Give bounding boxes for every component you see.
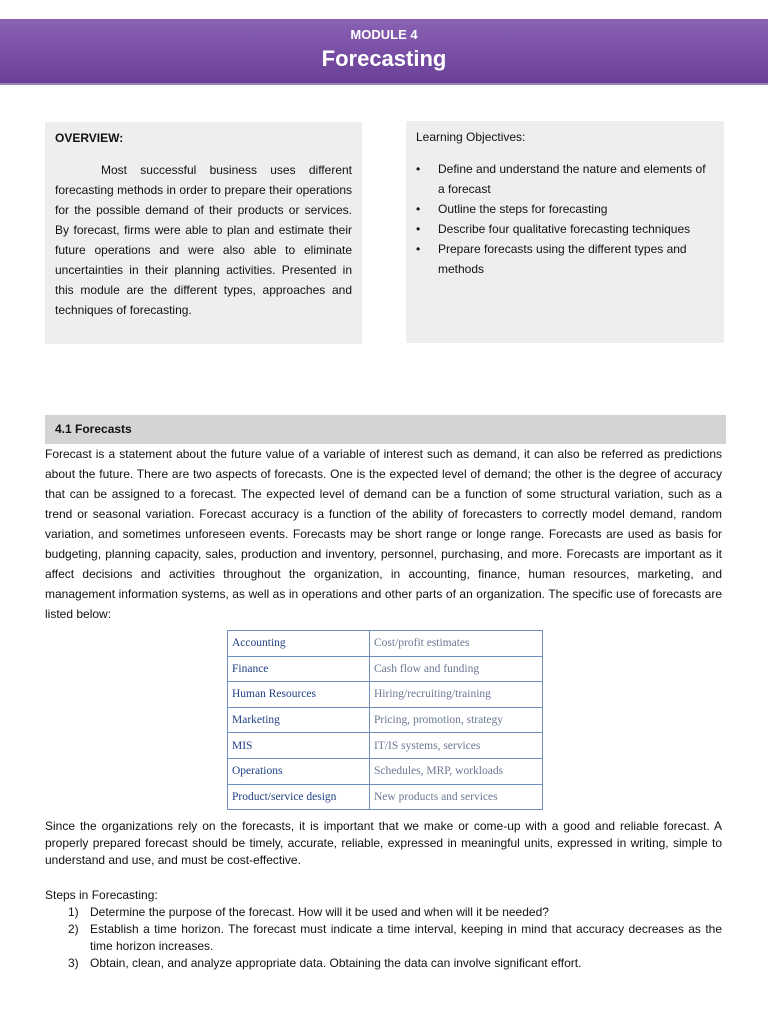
table-cell-area: Marketing	[228, 707, 370, 733]
steps-list	[45, 904, 722, 972]
step-number: 3)	[68, 956, 79, 970]
table-cell-area: MIS	[228, 733, 370, 759]
table-cell-area: Operations	[228, 758, 370, 784]
forecasts-paragraph: Forecast is a statement about the future value of a variable of interest such as demand, it can also be referred as predictions about the future. There are two aspects of forecasts. One is the expected level of demand; the other is the degree of accuracy that can be assigned to a forecast. The expected level of demand can be a function of some structural variation, such as a trend or seasonal variation. Forecast accuracy is a function of the ability of forecasters to correctly model demand, random variation, and sometimes unforeseen events. Forecasts may be short range or longe range. Forecasts are used as basis for budgeting, planning capacity, sales, production and inventory, personnel, purchasing, and more. Forecasts are important as it affect decisions and activities throughout the organization, in accounting, finance, human resources, marketing, and management information systems, as well as in operations and other parts of an organization. The specific use of forecasts are listed below:	[45, 447, 722, 621]
table-cell-use: IT/IS systems, services	[370, 733, 543, 759]
table-cell-area: Accounting	[228, 631, 370, 657]
table-row	[228, 758, 543, 784]
table-cell-use: Pricing, promotion, strategy	[370, 707, 543, 733]
step-number: 1)	[68, 905, 79, 919]
table-cell-use: Hiring/recruiting/training	[370, 682, 543, 708]
table-row	[228, 682, 543, 708]
overview-box	[45, 122, 362, 344]
steps-title: Steps in Forecasting:	[45, 888, 158, 902]
step-text: Establish a time horizon. The forecast must indicate a time interval, keeping in mind that accuracy decreases as the time horizon increases.	[90, 922, 722, 953]
bullet-icon: •	[416, 162, 421, 176]
list-item	[45, 921, 722, 955]
module-label: MODULE 4	[350, 27, 418, 42]
bullet-icon: •	[416, 202, 421, 216]
bullet-icon: •	[416, 242, 421, 256]
overview-text: Most successful business uses different forecasting methods in order to prepare their operations for the possible demand of their products or services. By forecast, firms were able to plan and estimate their future operations and were also able to eliminate uncertainties in their planning activities. Presented in this module are the different types, approaches and techniques of forecasting.	[55, 163, 352, 317]
table-row	[228, 631, 543, 657]
table-cell-area: Human Resources	[228, 682, 370, 708]
step-number: 2)	[68, 922, 79, 936]
table-row	[228, 656, 543, 682]
list-item	[45, 904, 722, 921]
reliability-paragraph: Since the organizations rely on the forecasts, it is important that we make or come-up with a good and reliable forecast. A properly prepared forecast should be timely, accurate, reliable, expressed in meaningful units, expressed in writing, simple to understand and use, and must be cost-effective.	[45, 819, 722, 867]
objective-item: • Outline the steps for forecasting	[416, 199, 714, 219]
table-row	[228, 733, 543, 759]
table-cell-use: New products and services	[370, 784, 543, 810]
bullet-icon: •	[416, 222, 421, 236]
table-cell-use: Cost/profit estimates	[370, 631, 543, 657]
forecast-uses-table	[227, 630, 543, 810]
table-row	[228, 707, 543, 733]
list-item	[45, 955, 722, 972]
section-heading: 4.1 Forecasts	[45, 415, 726, 444]
step-text: Determine the purpose of the forecast. How will it be used and when will it be needed?	[90, 905, 549, 919]
objectives-list	[416, 159, 714, 279]
objective-item: • Define and understand the nature and elements of a forecast	[416, 159, 714, 199]
objective-item: • Prepare forecasts using the different types and methods	[416, 239, 714, 279]
objectives-heading: Learning Objectives:	[416, 130, 526, 144]
module-header-banner	[0, 19, 768, 85]
step-text: Obtain, clean, and analyze appropriate data. Obtaining the data can involve significant effort.	[90, 956, 582, 970]
page-title: Forecasting	[321, 46, 447, 71]
table-cell-use: Schedules, MRP, workloads	[370, 758, 543, 784]
objective-item: • Describe four qualitative forecasting techniques	[416, 219, 714, 239]
table-cell-use: Cash flow and funding	[370, 656, 543, 682]
learning-objectives-box	[406, 121, 724, 343]
overview-heading: OVERVIEW:	[55, 131, 124, 145]
table-cell-area: Product/service design	[228, 784, 370, 810]
table-row	[228, 784, 543, 810]
table-cell-area: Finance	[228, 656, 370, 682]
